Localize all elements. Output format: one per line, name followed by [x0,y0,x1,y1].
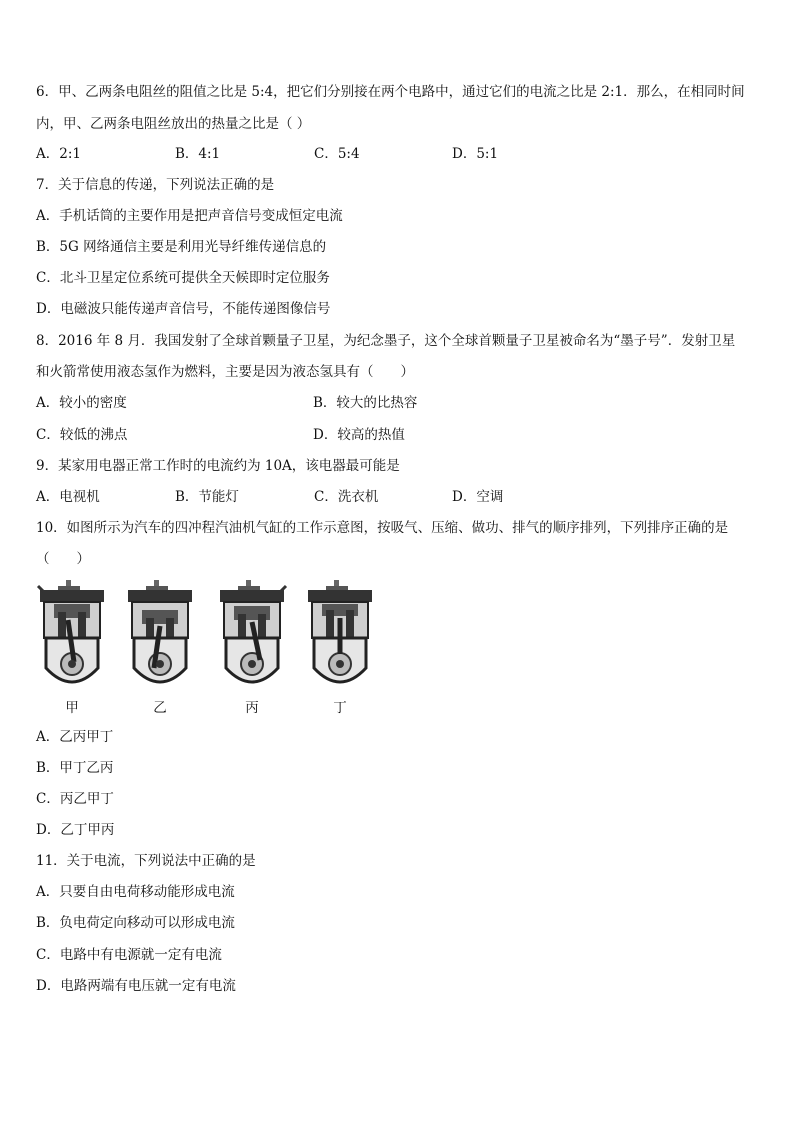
q11-option-c: C．电路中有电源就一定有电流 [36,947,222,963]
q8-stem-line1: 8．2016 年 8 月．我国发射了全球首颗量子卫星，为纪念墨子，这个全球首颗量子卫星被命名为“墨子号”．发射卫星 [36,333,736,349]
q11-option-b: B．负电荷定向移动可以形成电流 [36,915,235,931]
engine-ding-diagram [304,578,376,693]
q6-option-c: C．5:4 [314,146,360,162]
q8-option-c: C．较低的沸点 [36,427,128,443]
q10-option-b: B．甲丁乙丙 [36,760,114,776]
q8-option-d: D．较高的热值 [313,427,405,443]
q10-stem-line1: 10．如图所示为汽车的四冲程汽油机气缸的工作示意图，按吸气、压缩、做功、排气的顺序排列，下列排序正确的是 [36,520,729,536]
q9-stem: 9．某家用电器正常工作时的电流约为 10A，该电器最可能是 [36,458,400,474]
q6-option-b: B．4:1 [175,146,221,162]
q9-option-b: B．节能灯 [175,489,239,505]
q6-stem-line2: 内，甲、乙两条电阻丝放出的热量之比是（ ） [36,116,311,132]
q11-option-a: A．只要自由电荷移动能形成电流 [36,884,235,900]
engine-label-bing: 丙 [245,700,259,716]
q8-option-b: B．较大的比热容 [313,395,418,411]
engine-jia [36,578,108,718]
q9-option-a: A．电视机 [36,489,100,505]
q10-option-c: C．丙乙甲丁 [36,791,114,807]
q10-option-a: A．乙丙甲丁 [36,729,114,745]
q6-stem-line1: 6．甲、乙两条电阻丝的阻值之比是 5:4，把它们分别接在两个电路中，通过它们的电流之比是 2:1．那么，在相同时间 [36,84,745,100]
q8-option-a: A．较小的密度 [36,395,127,411]
q6-option-a: A．2:1 [36,146,81,162]
q10-stem-line2: （ ） [36,551,90,567]
q7-option-d: D．电磁波只能传递声音信号，不能传递图像信号 [36,301,331,317]
engine-label-yi: 乙 [153,700,167,716]
q6-option-d: D．5:1 [452,146,499,162]
engine-bing-diagram [216,578,288,693]
q11-option-d: D．电路两端有电压就一定有电流 [36,978,236,994]
q8-stem-line2: 和火箭常使用液态氢作为燃料，主要是因为液态氢具有（ ） [36,364,414,380]
engine-ding [304,578,376,718]
engine-jia-diagram [36,578,108,693]
q10-option-d: D．乙丁甲丙 [36,822,115,838]
q11-stem: 11．关于电流，下列说法中正确的是 [36,853,256,869]
engine-figure [36,578,376,718]
q7-option-b: B．5G 网络通信主要是利用光导纤维传递信息的 [36,239,327,255]
engine-label-jia: 甲 [65,700,79,716]
engine-label-ding: 丁 [333,700,347,716]
q9-option-d: D．空调 [452,489,504,505]
q7-stem: 7．关于信息的传递，下列说法正确的是 [36,177,275,193]
q7-option-a: A．手机话筒的主要作用是把声音信号变成恒定电流 [36,208,343,224]
q9-option-c: C．洗衣机 [314,489,379,505]
engine-yi-diagram [124,578,196,693]
engine-yi [124,578,196,718]
engine-bing [216,578,288,718]
q7-option-c: C．北斗卫星定位系统可提供全天候即时定位服务 [36,270,330,286]
